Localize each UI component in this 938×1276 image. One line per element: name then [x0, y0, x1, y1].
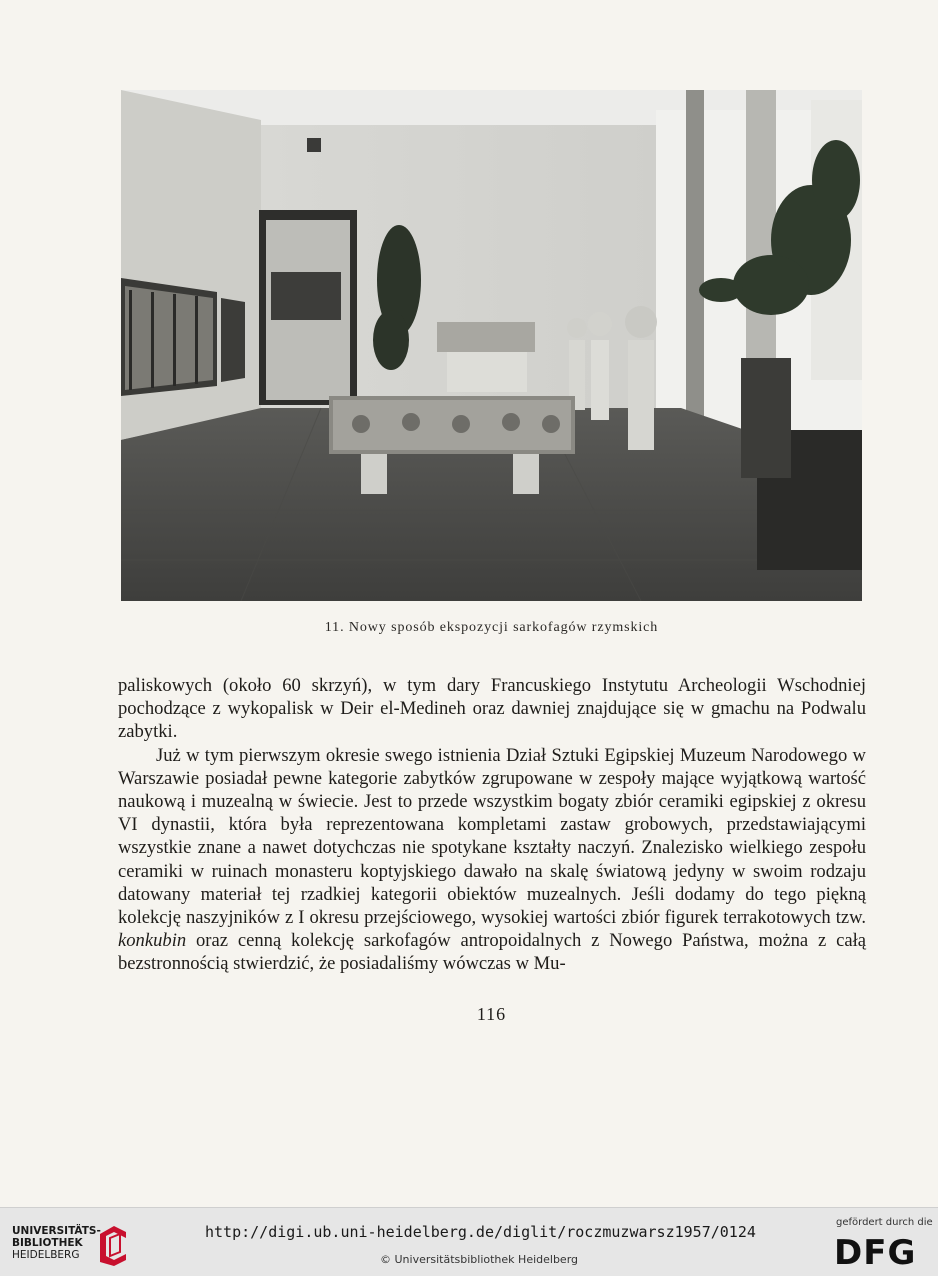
uni-line-1: UNIVERSITÄTS- — [12, 1225, 101, 1237]
photo-illustration — [121, 90, 862, 601]
university-library-name — [12, 1225, 101, 1261]
viewer-footer — [0, 1207, 938, 1276]
document-url-link[interactable]: http://digi.ub.uni-heidelberg.de/diglit/roczmuzwarsz1957/0124 — [205, 1223, 756, 1241]
university-library-logo[interactable] — [12, 1220, 142, 1268]
uni-line-3: HEIDELBERG — [12, 1249, 80, 1261]
paragraph-1: paliskowych (około 60 skrzyń), w tym dary Francuskiego Instytutu Archeologii Wschodniej pochodzące z wykopalisk w Deir el-Medineh oraz dawniej znajdujące się w gmachu na Podwalu zabytki. — [118, 675, 866, 743]
funding-note: gefördert durch die — [836, 1217, 933, 1228]
figure-caption: 11. Nowy sposób ekspozycji sarkofagów rzymskich — [324, 620, 659, 635]
italic-term: konkubin — [118, 930, 187, 952]
university-mark-icon — [96, 1222, 130, 1266]
dfg-logo[interactable] — [834, 1234, 924, 1268]
dfg-logo-text: DFG — [834, 1234, 917, 1268]
museum-gallery-photo — [121, 90, 862, 601]
copyright-notice: © Universitätsbibliothek Heidelberg — [380, 1253, 579, 1266]
body-text — [118, 674, 866, 976]
paragraph-2-text-a: Już w tym pierwszym okresie swego istnienia Dział Sztuki Egipskiej Muzeum Narodowego w Warszawie posiadał pewne kategorie zabytków zgrupowane w zespoły mające wyjątkową wartość naukową i muzealną w świecie. Jest to przede wszystkim bogaty zbiór ceramiki egipskiej z okresu VI dynastii, która była reprezentowana kompletami zastaw grobowych, przedstawiającymi wszystkie znane a nawet dotychczas nie spotykane kształty naczyń. Znalezisko wielkiego zespołu ceramiki w ruinach monasteru koptyjskiego dawało na skalę światową jedyny w swoim rodzaju datowany materiał tej rzadkiej kategorii obiektów muzealnych. Jeśli dodamy do tego piękną kolekcję naszyjników z I okresu przejściowego, wysokiej wartości zbiór figurek terrakotowych tzw. — [118, 744, 866, 929]
uni-line-2: BIBLIOTHEK — [12, 1237, 83, 1249]
paragraph-2 — [118, 744, 866, 976]
paragraph-2-text-b: oraz cenną kolekcję sarkofagów antropoidalnych z Nowego Państwa, można z całą bezstronnością stwierdzić, że posiadaliśmy wówczas w Mu- — [118, 930, 866, 975]
page-number: 116 — [476, 1004, 507, 1024]
